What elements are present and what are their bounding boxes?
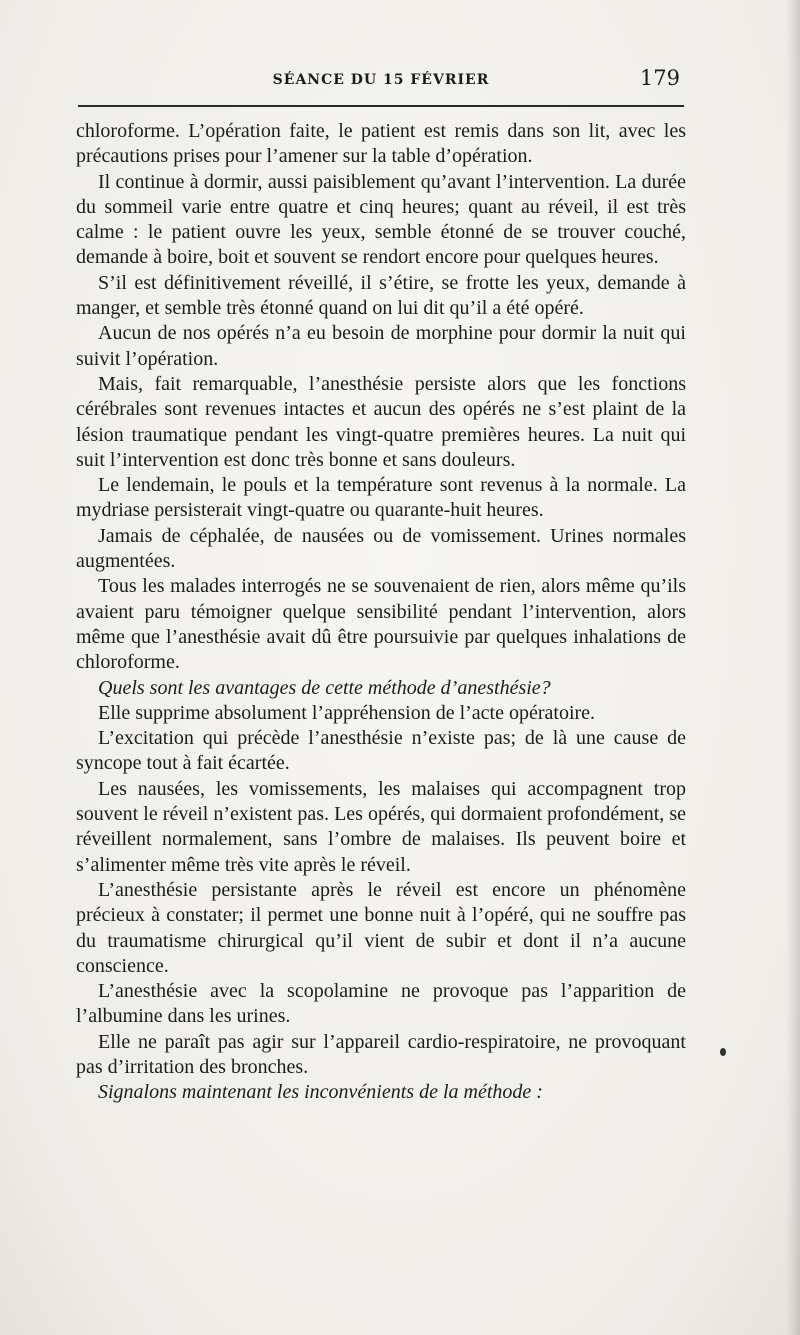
paragraph: Les nausées, les vomissements, les malaises qui accompagnent trop souvent le réveil n’existent pas. Les opérés, qui dormaient profondément, se réveillent normalement, sans l’ombre de malaises. Ils peuvent boire et s’alimenter même très vite après le réveil. [76,777,686,876]
paragraph: Tous les malades interrogés ne se souvenaient de rien, alors même qu’ils avaient paru témoigner quelque sensibilité pendant l’intervention, alors même que l’anesthésie avait dû être poursuivie par quelques inhalations de chloroforme. [76,575,686,674]
running-head: SÉANCE DU 15 FÉVRIER [272,72,490,88]
section-heading-italic: Signalons maintenant les inconvénients de la méthode : [98,1081,543,1104]
page-edge-shadow [786,0,800,1335]
paragraph: Le lendemain, le pouls et la température sont revenus à la normale. La mydriase persisterait vingt-quatre ou quarante-huit heures. [76,474,686,522]
paragraph: L’anesthésie avec la scopolamine ne provoque pas l’apparition de l’albumine dans les urines. [76,980,686,1028]
paragraph: Elle supprime absolument l’appréhension de l’acte opératoire. [98,701,596,724]
ink-spot [720,1048,726,1056]
paragraph: S’il est définitivement réveillé, il s’étire, se frotte les yeux, demande à manger, et semble très étonné quand on lui dit qu’il a été opéré. [76,271,686,320]
header-rule [78,105,684,107]
section-question: Quels sont les avantages de cette méthode d’anesthésie? [98,676,551,699]
paragraph: L’excitation qui précède l’anesthésie n’existe pas; de là une cause de syncope tout à fait écartée. [76,727,686,775]
page-number: 179 [639,66,680,90]
body-text [76,119,686,1106]
paragraph: Jamais de céphalée, de nausées ou de vomissement. Urines normales augmentées. [76,524,686,573]
paragraph: Aucun de nos opérés n’a eu besoin de morphine pour dormir la nuit qui suivit l’opération. [76,322,686,370]
paragraph: chloroforme. L’opération faite, le patient est remis dans son lit, avec les précautions prises pour l’amener sur la table d’opération. [76,120,686,168]
page-header [78,66,684,106]
paragraph: Il continue à dormir, aussi paisiblement qu’avant l’intervention. La durée du sommeil varie entre quatre et cinq heures; quant au réveil, il est très calme : le patient ouvre les yeux, semble étonné de se trouver couché, demande à boire, boit et souvent se rendort encore pour quelques heures. [76,170,686,269]
paragraph: L’anesthésie persistante après le réveil est encore un phénomène précieux à constater; il permet une bonne nuit à l’opéré, qui ne souffre pas du traumatisme chirurgical qu’il vient de subir et dont il n’a aucune conscience. [76,878,686,977]
paragraph: Mais, fait remarquable, l’anesthésie persiste alors que les fonctions cérébrales sont revenues intactes et aucun des opérés ne s’est plaint de la lésion traumatique pendant les vingt-quatre premières heures. La nuit qui suit l’intervention est donc très bonne et sans douleurs. [76,372,686,471]
paragraph: Elle ne paraît pas agir sur l’appareil cardio-respiratoire, ne provoquant pas d’irritation des bronches. [76,1030,686,1078]
